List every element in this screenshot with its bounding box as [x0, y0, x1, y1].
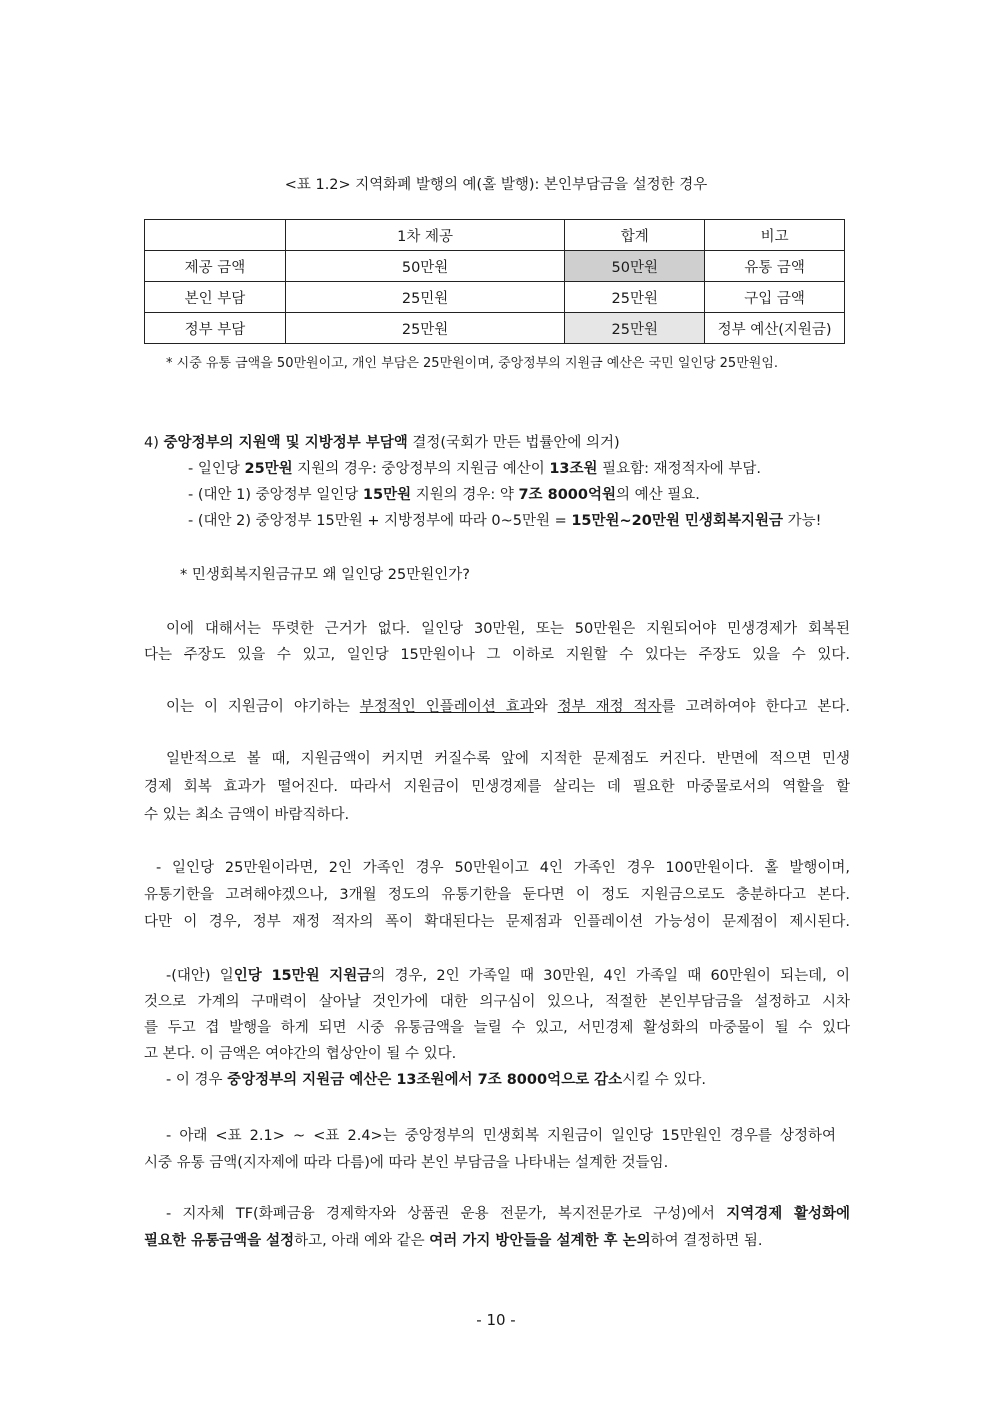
table-cell: 50만원 [285, 251, 565, 282]
paragraph-line: 유통기한을 고려해야겠으나, 3개월 정도의 유통기한을 둔다면 이 정도 지원금으로도 충분하다고 본다. [144, 887, 850, 903]
paragraph-line: - 일인당 25만원이라면, 2인 가족인 경우 50만원이고 4인 가족인 경우 100만원이다. 홀 발행이며, [156, 860, 850, 876]
paragraph-line: 것으로 가계의 구매력이 살아날 것인가에 대한 의구심이 있으나, 적절한 본인부담금을 설정하고 시차 [144, 994, 850, 1010]
paragraph-line: 일반적으로 볼 때, 지원금액이 커지면 커질수록 앞에 지적한 문제점도 커진다. 반면에 적으면 민생 [166, 751, 850, 767]
page-number: - 10 - [476, 1311, 516, 1329]
table-cell: 정부 예산(지원금) [705, 313, 845, 344]
bullet-item: - (대안 2) 중앙정부 15만원 + 지방정부에 따라 0~5만원 = 15만원~20만원 민생회복지원금 가능! [188, 513, 822, 529]
paragraph-line: 를 두고 겹 발행을 하게 되면 시중 유통금액을 늘릴 수 있고, 서민경제 활성화의 마중물이 될 수 있다 [144, 1020, 850, 1036]
paragraph-line: 필요한 유통금액을 설정하고, 아래 예와 같은 여러 가지 방안들을 설계한 후 논의하여 결정하면 됨. [144, 1233, 763, 1249]
table-row [145, 251, 845, 282]
paragraph-line: - 아래 <표 2.1> ~ <표 2.4>는 중앙정부의 민생회복 지원금이 일인당 15만원인 경우를 상정하여 [166, 1128, 836, 1144]
paragraph-line: 다만 이 경우, 정부 재정 적자의 폭이 확대된다는 문제점과 인플레이션 가능성이 문제점이 제시된다. [144, 914, 850, 930]
bullet-item: - (대안 1) 중앙정부 일인당 15만원 지원의 경우: 약 7조 8000억원의 예산 필요. [188, 487, 700, 503]
table-header-cell: 합계 [565, 220, 705, 251]
table-header-cell [145, 220, 286, 251]
table-cell: 정부 부담 [145, 313, 286, 344]
paragraph-line: 다는 주장도 있을 수 있고, 일인당 15만원이나 그 이하로 지원할 수 있다는 주장도 있을 수 있다. [144, 647, 850, 663]
support-table [144, 219, 845, 344]
table-cell: 제공 금액 [145, 251, 286, 282]
paragraph-line: -(대안) 일인당 15만원 지원금의 경우, 2인 가족일 때 30만원, 4인 가족일 때 60만원이 되는데, 이 [166, 968, 850, 984]
paragraph-line: 경제 회복 효과가 떨어진다. 따라서 지원금이 민생경제를 살리는 데 필요한 마중물로서의 역할을 할 [144, 779, 850, 795]
table-cell: 25만원 [565, 282, 705, 313]
paragraph-line: 시중 유통 금액(지자제에 따라 다름)에 따라 본인 부담금을 나타내는 설계한 것들임. [144, 1155, 669, 1171]
table-cell: 25민원 [285, 282, 565, 313]
paragraph-line: 수 있는 최소 금액이 바람직하다. [144, 807, 350, 823]
table-row [145, 282, 845, 313]
table-row [145, 313, 845, 344]
table-header-row [145, 220, 845, 251]
table-caption: <표 1.2> 지역화폐 발행의 예(홀 발행): 본인부담금을 설정한 경우 [284, 177, 708, 193]
paragraph-line: 이는 이 지원금이 야기하는 부정적인 인플레이션 효과와 정부 재정 적자를 고려하여야 한다고 본다. [166, 699, 851, 715]
paragraph-line: 이에 대해서는 뚜렷한 근거가 없다. 일인당 30만원, 또는 50만원은 지원되어야 민생경제가 회복된 [166, 621, 850, 637]
table-cell: 본인 부담 [145, 282, 286, 313]
table-header-cell: 비고 [705, 220, 845, 251]
question-heading: * 민생회복지원금규모 왜 일인당 25만원인가? [180, 567, 470, 583]
table-note: * 시중 유통 금액을 50만원이고, 개인 부담은 25만원이며, 중앙정부의 지원금 예산은 국민 일인당 25만원임. [166, 356, 779, 371]
table-cell: 유통 금액 [705, 251, 845, 282]
paragraph-line: 고 본다. 이 금액은 여야간의 협상안이 될 수 있다. [144, 1046, 457, 1062]
table-cell: 25만원 [285, 313, 565, 344]
table-cell: 25만원 [565, 313, 705, 344]
paragraph-line: - 이 경우 중앙정부의 지원금 예산은 13조원에서 7조 8000억으로 감소시킬 수 있다. [166, 1072, 707, 1088]
section-heading: 4) 중앙정부의 지원액 및 지방정부 부담액 결정(국회가 만든 법률안에 의거) [144, 435, 620, 451]
paragraph-line: - 지자체 TF(화폐금융 경제학자와 상품권 운용 전문가, 복지전문가로 구성)에서 지역경제 활성화에 [166, 1206, 850, 1222]
table-cell: 구입 금액 [705, 282, 845, 313]
table-cell: 50만원 [565, 251, 705, 282]
table-header-cell: 1차 제공 [285, 220, 565, 251]
bullet-item: - 일인당 25만원 지원의 경우: 중앙정부의 지원금 예산이 13조원 필요함: 재정적자에 부담. [188, 461, 761, 477]
